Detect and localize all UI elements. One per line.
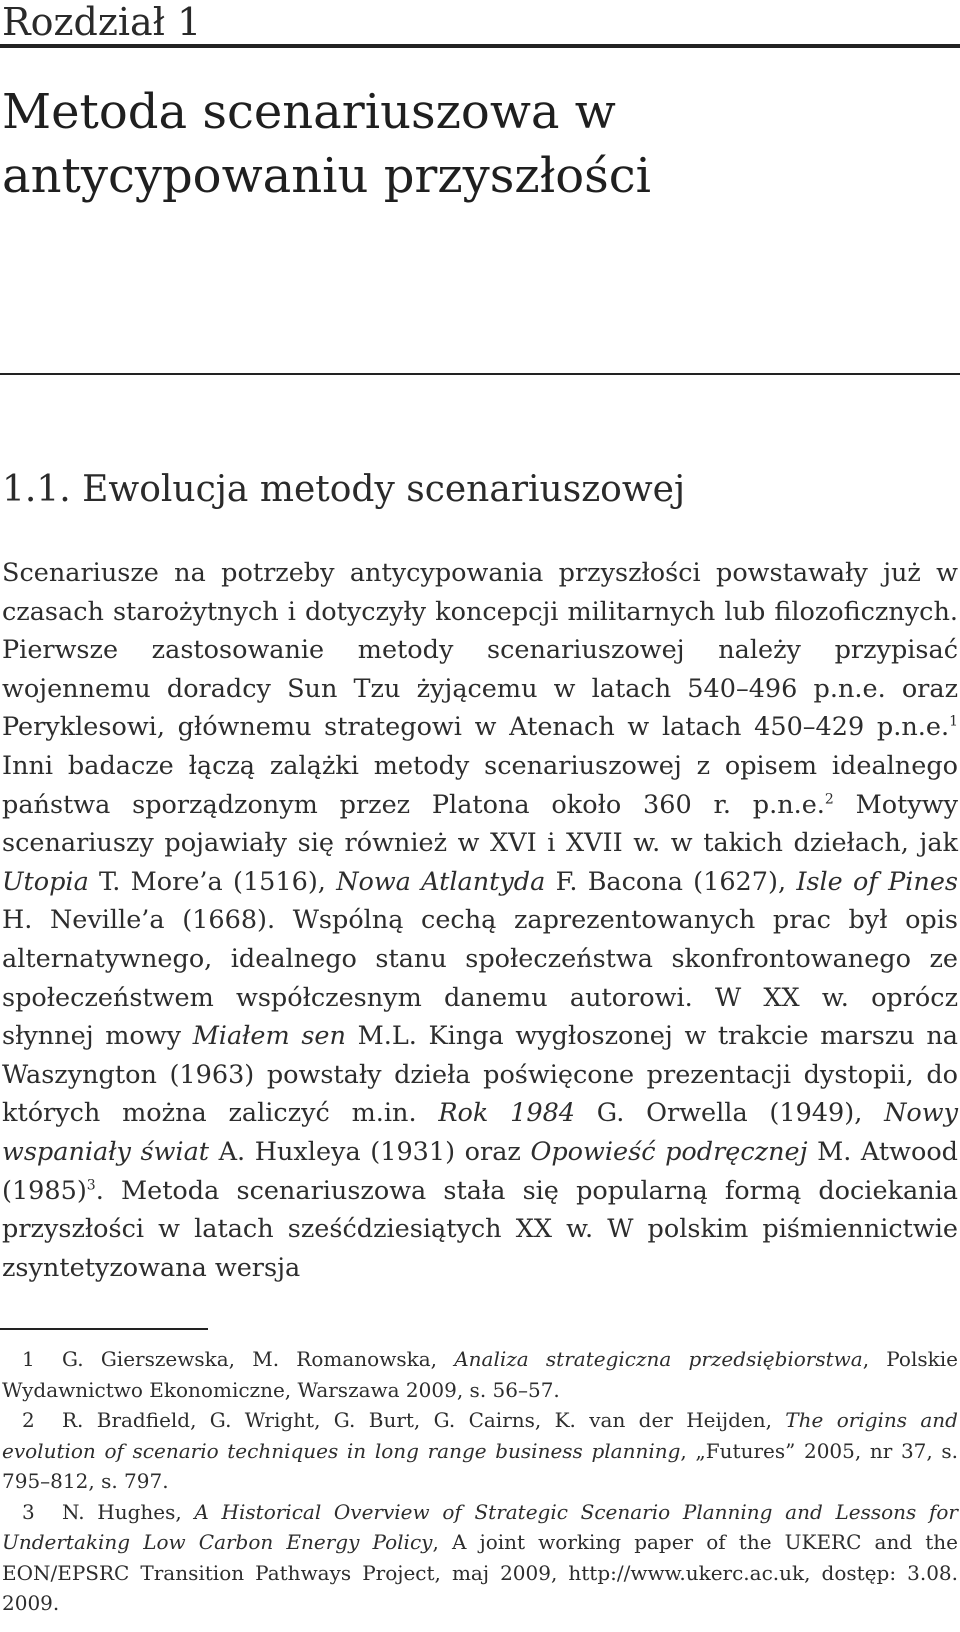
section-divider — [0, 373, 960, 375]
footnotes — [2, 1344, 958, 1619]
footnote-title: The origins and evolution of scenario techniques in long range business planning — [2, 1408, 958, 1463]
footnote-text: , A joint working paper of the UKERC and the EON/EPSRC Transition Pathways Project, maj 2009, http://www.ukerc.ac.uk, dostęp: 3.08. 2009. — [2, 1530, 958, 1615]
footnote-3 — [2, 1497, 958, 1619]
footnote-number: 2 — [22, 1408, 35, 1432]
body-text: T. More’a (1516), — [88, 866, 337, 897]
body-text: H. Neville’a (1668). Wspólną cechą zaprezentowanych prac był opis alternatywnego, idealnego stanu społeczeństwa skonfrontowanego ze społeczeństwem współczesnym danemu autorowi. W XX w. oprócz słynnej mowy — [2, 905, 958, 1052]
footnote-text: N. Hughes, — [62, 1499, 195, 1524]
footnote-title: A Historical Overview of Strategic Scenario Planning and Lessons for Undertaking Low Carbon Energy Policy — [2, 1499, 958, 1554]
work-title: Isle of Pines — [796, 866, 958, 897]
body-paragraph — [2, 554, 958, 1287]
footnote-text: , Polskie Wydawnictwo Ekonomiczne, Warszawa 2009, s. 56–57. — [2, 1347, 958, 1402]
chapter-title: Metoda scenariuszowa w antycypowaniu przyszłości — [2, 84, 652, 204]
chapter-rule — [0, 44, 960, 48]
work-title: Rok 1984 — [438, 1098, 576, 1129]
body-text: Inni badacze łączą zalążki metody scenariuszowej z opisem idealnego państwa sporządzonym przez Platona około 360 r. p.n.e. — [2, 750, 958, 820]
footnote-text: G. Gierszewska, M. Romanowska, — [62, 1347, 455, 1371]
body-text: Motywy scenariuszy pojawiały się również w XVI i XVII w. w takich dziełach, jak — [2, 789, 958, 859]
footnote-text: , „Futures” 2005, nr 37, s. 795–812, s. 797. — [2, 1438, 959, 1493]
work-title: Opowieść podręcznej — [530, 1136, 808, 1167]
body-text: G. Orwella (1949), — [575, 1098, 885, 1129]
footnote-rule — [0, 1328, 208, 1330]
body-text: M. Atwood (1985) — [2, 1136, 958, 1206]
section-heading: 1.1. Ewolucja metody scenariuszowej — [2, 469, 686, 510]
footnote-ref-3: 3 — [86, 1177, 96, 1193]
footnote-number: 1 — [22, 1347, 35, 1371]
footnote-ref-1: 1 — [949, 713, 958, 730]
body-text: A. Huxleya (1931) oraz — [209, 1136, 531, 1167]
footnote-title: Analiza strategiczna przedsiębiorstwa — [454, 1347, 863, 1371]
work-title: Nowy wspaniały świat — [2, 1098, 958, 1167]
chapter-label: Rozdział 1 — [2, 0, 202, 44]
work-title: Miałem sen — [192, 1021, 346, 1052]
footnote-2 — [2, 1405, 958, 1497]
body-text: Scenariusze na potrzeby antycypowania przyszłości powstawały już w czasach starożytnych i dotyczyły koncepcji militarnych lub filozoficznych. Pierwsze zastosowanie metody scenariuszowej należy przypisać wojennemu doradcy Sun Tzu żyjącemu w latach 540–496 p.n.e. oraz Peryklesowi, głównemu strategowi w Atenach w latach 450–429 p.n.e. — [2, 558, 958, 743]
footnote-text: R. Bradfield, G. Wright, G. Burt, G. Cairns, K. van der Heijden, — [62, 1408, 786, 1432]
body-text: F. Bacona (1627), — [545, 866, 797, 897]
body-text: M.L. Kinga wygłoszonej w trakcie marszu na Waszyngton (1963) powstały dzieła poświęcone prezentacji dystopii, do których można zaliczyć m.in. — [2, 1021, 958, 1129]
work-title: Nowa Atlantyda — [336, 866, 546, 897]
footnote-ref-2: 2 — [824, 791, 834, 808]
footnote-number: 3 — [22, 1499, 35, 1524]
work-title: Utopia — [2, 866, 89, 897]
footnote-1 — [2, 1344, 958, 1405]
body-text: . Metoda scenariuszowa stała się popularną formą dociekania przyszłości w latach sześćdziesiątych XX w. W polskim piśmiennictwie zsyntetyzowana wersja — [2, 1175, 958, 1283]
